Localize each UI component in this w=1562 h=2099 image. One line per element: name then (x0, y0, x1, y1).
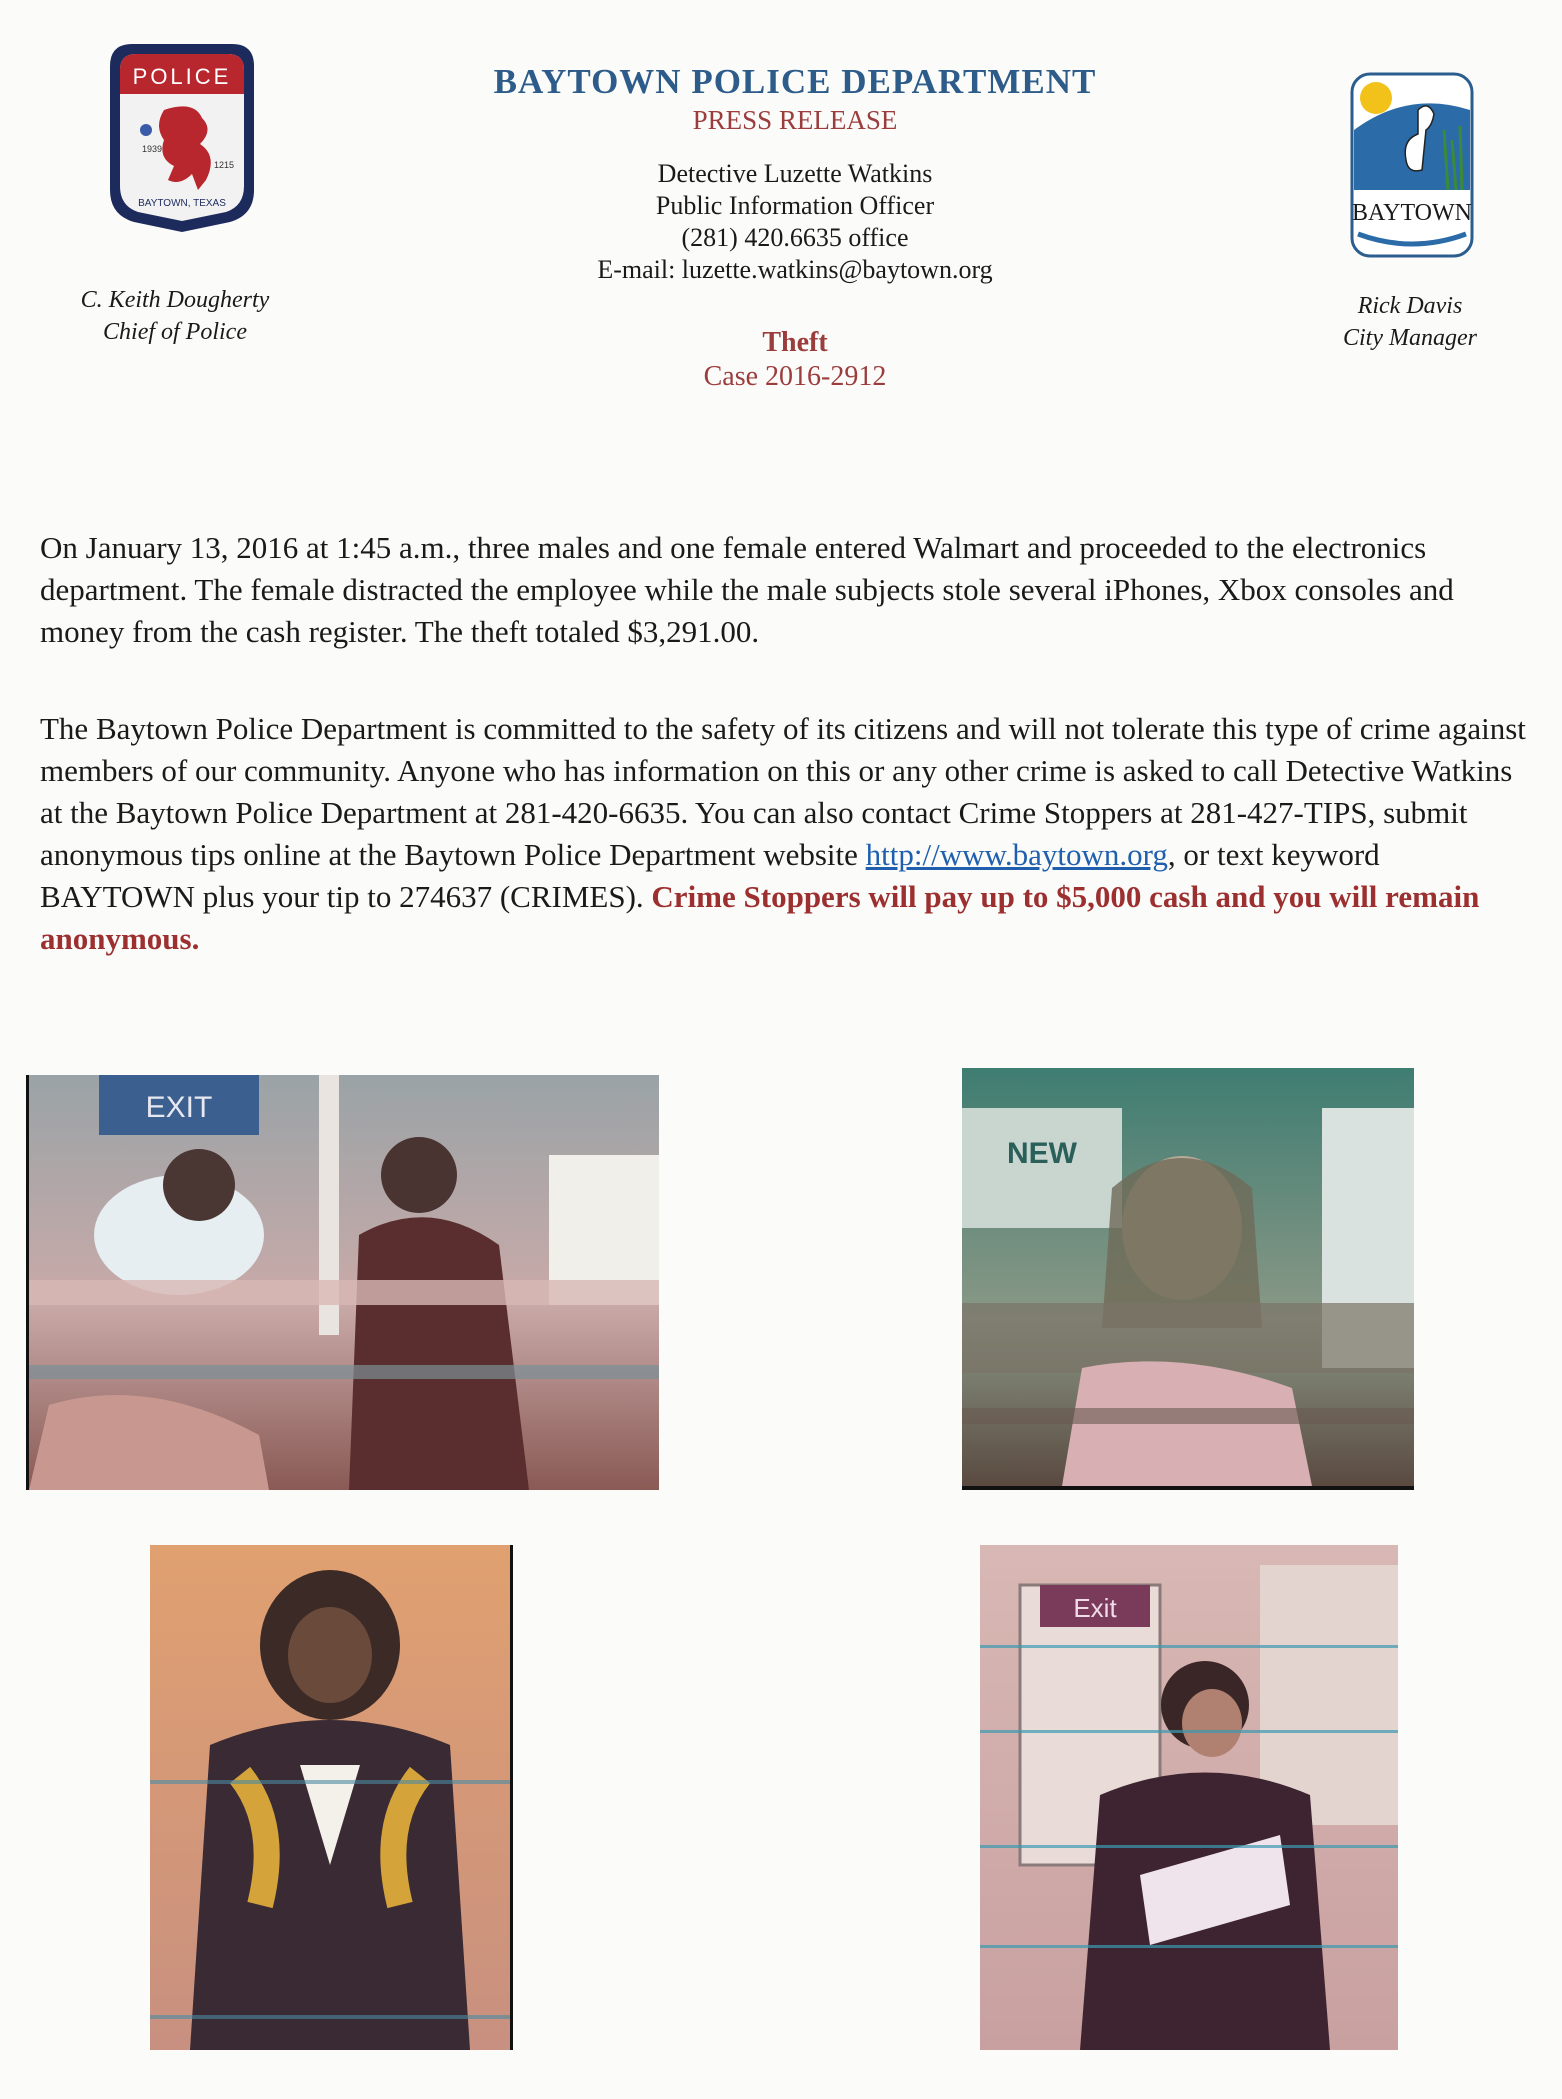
appeal-paragraph (40, 708, 1540, 960)
badge-bottom-text: BAYTOWN, TEXAS (138, 198, 226, 209)
surveillance-photo-4 (980, 1545, 1398, 2050)
contact-phone: (281) 420.6635 office (681, 223, 909, 252)
surveillance-photo-3 (150, 1545, 513, 2050)
surveillance-photo-1 (26, 1075, 659, 1490)
city-manager (1290, 290, 1530, 354)
case-title: Theft (762, 327, 828, 358)
chief-title: Chief of Police (103, 319, 247, 345)
photo4-exit-sign: Exit (1073, 1593, 1117, 1623)
header-center (430, 60, 1160, 394)
surveillance-photo-2 (962, 1068, 1414, 1490)
manager-title: City Manager (1343, 325, 1477, 351)
press-release-label: PRESS RELEASE (692, 105, 898, 135)
photo2-store-sign: NEW (1007, 1137, 1077, 1170)
contact-name: Detective Luzette Watkins (657, 159, 933, 188)
police-badge-logo (102, 40, 262, 235)
badge-year-left: 1939 (142, 144, 163, 154)
manager-name: Rick Davis (1357, 293, 1463, 319)
department-title: BAYTOWN POLICE DEPARTMENT (493, 62, 1097, 101)
badge-year-right: 1215 (214, 160, 235, 170)
appeal-text-a: The Baytown Police Department is committed to the safety of its citizens and will not tolerate this type of crime against members of our community. Anyone who has information on this or any other crime is asked to call Detective Watkins at the Baytown Police Department at 281-420-6635. You can also contact Crime Stoppers at 281-427-TIPS, submit anonymous tips online at the Baytown Police Department website (40, 711, 1526, 872)
city-logo-text: BAYTOWN (1351, 200, 1473, 226)
incident-paragraph: On January 13, 2016 at 1:45 a.m., three males and one female entered Walmart and proceeded to the electronics department. The female distracted the employee while the male subjects stole several iPhones, Xbox consoles and money from the cash register. The theft totaled $3,291.00. (40, 530, 1454, 649)
photo1-exit-sign: EXIT (145, 1091, 213, 1124)
website-link[interactable]: http://www.baytown.org (865, 837, 1168, 872)
chief-name: C. Keith Dougherty (80, 287, 270, 313)
contact-email: E-mail: luzette.watkins@baytown.org (597, 255, 993, 284)
case-number: Case 2016-2912 (703, 361, 887, 392)
baytown-city-logo (1348, 70, 1476, 260)
contact-block (430, 158, 1160, 286)
reward-notice: Crime Stoppers will pay up to $5,000 cash and you will remain anonymous. (40, 879, 1480, 956)
chief-of-police (40, 284, 310, 348)
appeal-text-b: , or text keyword BAYTOWN plus your tip to 274637 (CRIMES). (40, 837, 1380, 914)
contact-title: Public Information Officer (655, 191, 935, 220)
badge-top-text: POLICE (132, 64, 232, 89)
